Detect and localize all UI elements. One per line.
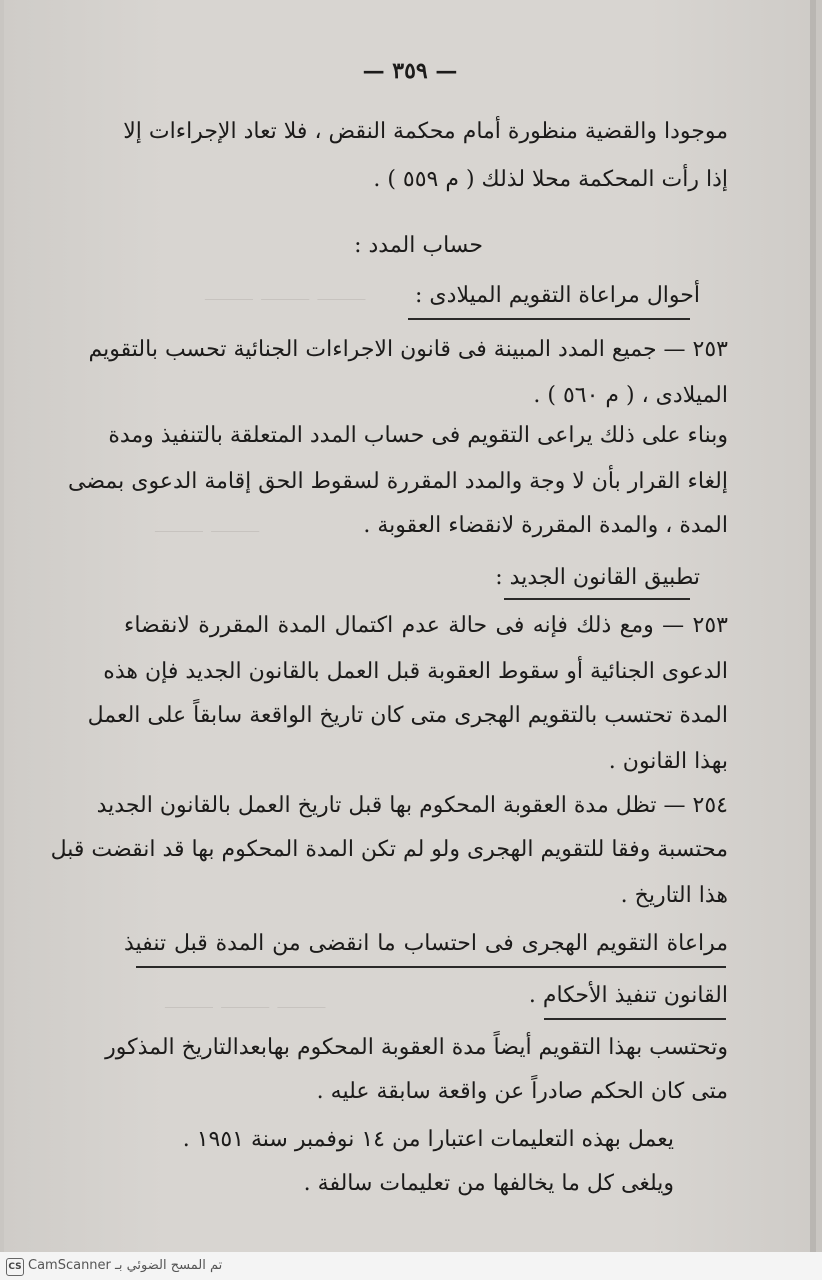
- bleed-through-text: ⸻ ⸻: [154, 518, 261, 542]
- heading-underline: [136, 966, 726, 968]
- paragraph-line: وبناء على ذلك يراعى التقويم فى حساب المدد المتعلقة بالتنفيذ ومدة: [108, 423, 728, 448]
- heading-underline: [408, 318, 690, 320]
- bleed-through-text: ⸻ ⸻ ⸻: [204, 286, 367, 310]
- article-253-line-4: بهذا القانون .: [608, 749, 728, 774]
- article-252-line-1: ٢٥٣ — جميع المدد المبينة فى قانون الاجراءات الجنائية تحسب بالتقويم: [88, 337, 728, 362]
- article-254-line-2: محتسبة وفقا للتقويم الهجرى ولو لم تكن المدة المحكوم بها قد انقضت قبل: [50, 837, 728, 862]
- paragraph-line: إلغاء القرار بأن لا وجة والمدد المقررة لسقوط الحق إقامة الدعوى بمضى: [68, 469, 728, 494]
- intro-line-1: موجودا والقضية منظورة أمام محكمة النقض ، فلا تعاد الإجراءات إلا: [123, 119, 728, 144]
- document-page: [4, 0, 816, 1252]
- section-title: حساب المدد :: [354, 233, 483, 258]
- article-252-line-2: الميلادى ، ( م ٥٦٠ ) .: [533, 383, 728, 408]
- paragraph-line: المدة ، والمدة المقررة لانقضاء العقوبة .: [363, 513, 728, 538]
- heading-gregorian-calendar: أحوال مراعاة التقويم الميلادى :: [415, 283, 700, 308]
- heading-hijri-calendar-line-2: القانون تنفيذ الأحكام .: [528, 983, 728, 1008]
- page-number: — ٣٥٩ —: [362, 58, 458, 84]
- heading-underline: [504, 598, 690, 600]
- intro-line-2: إذا رأت المحكمة محلا لذلك ( م ٥٥٩ ) .: [373, 167, 728, 192]
- heading-underline: [544, 1018, 726, 1020]
- heading-hijri-calendar-line-1: مراعاة التقويم الهجرى فى احتساب ما انقضى من المدة قبل تنفيذ: [124, 931, 728, 956]
- closing-line-1: يعمل بهذه التعليمات اعتبارا من ١٤ نوفمبر سنة ١٩٥١ .: [182, 1127, 674, 1152]
- camscanner-logo-icon: CS: [6, 1258, 24, 1276]
- scanner-watermark-text: تم المسح الضوئي بـ CamScanner: [28, 1258, 223, 1273]
- closing-line-2: ويلغى كل ما يخالفها من تعليمات سالفة .: [303, 1171, 674, 1196]
- bleed-through-text: ⸻ ⸻ ⸻: [164, 994, 327, 1018]
- article-254-line-3: هذا التاريخ .: [620, 883, 728, 908]
- paragraph-line: وتحتسب بهذا التقويم أيضاً مدة العقوبة المحكوم بهابعدالتاريخ المذكور: [105, 1035, 728, 1060]
- heading-new-law: تطبيق القانون الجديد :: [495, 565, 700, 590]
- paragraph-line: متى كان الحكم صادراً عن واقعة سابقة عليه .: [316, 1079, 728, 1104]
- article-254-line-1: ٢٥٤ — تظل مدة العقوبة المحكوم بها قبل تاريخ العمل بالقانون الجديد: [96, 793, 728, 818]
- scanner-footer: [0, 1252, 822, 1280]
- article-253-line-3: المدة تحتسب بالتقويم الهجرى متى كان تاريخ الواقعة سابقاً على العمل: [87, 703, 728, 728]
- article-253-line-1: ٢٥٣ — ومع ذلك فإنه فى حالة عدم اكتمال المدة المقررة لانقضاء: [124, 613, 728, 638]
- article-253-line-2: الدعوى الجنائية أو سقوط العقوبة قبل العمل بالقانون الجديد فإن هذه: [103, 659, 728, 684]
